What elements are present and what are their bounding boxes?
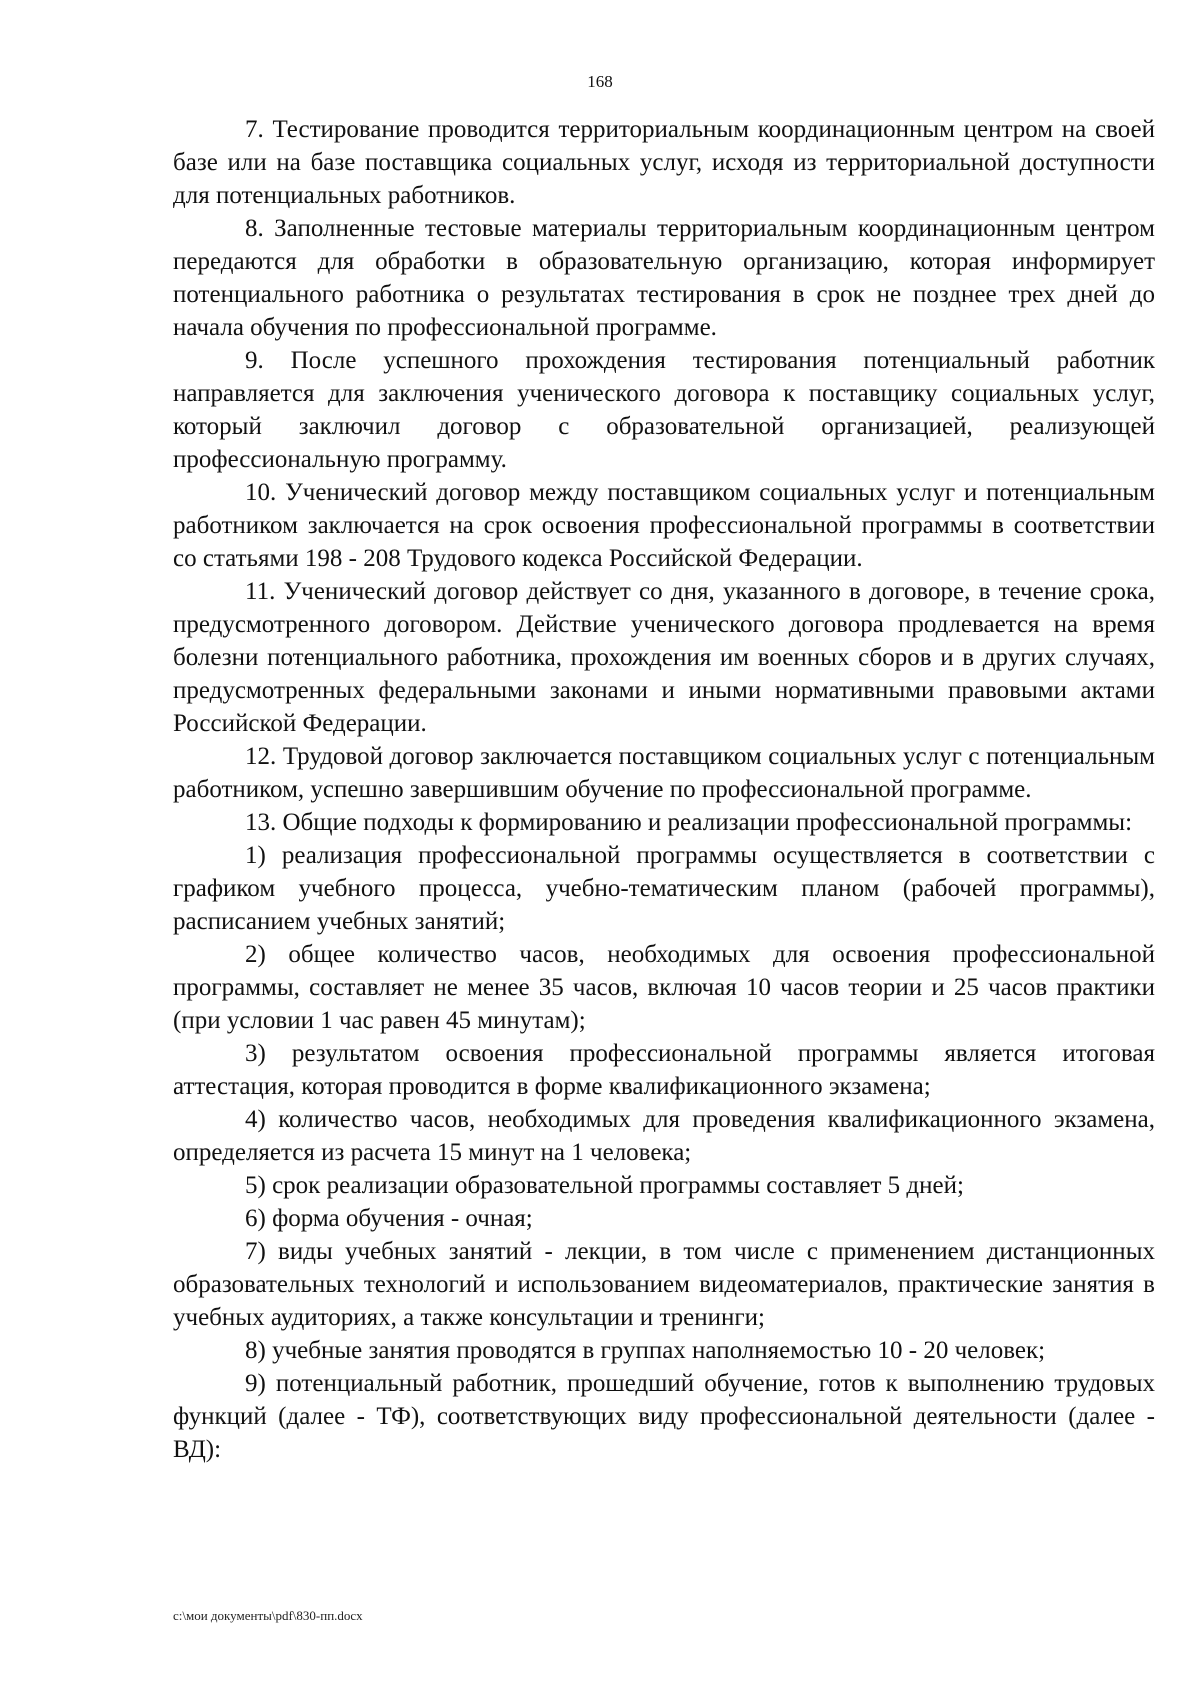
paragraph-11: 11. Ученический договор действует со дня, указанного в договоре, в течение срока, предусмотренного договором. Действие ученического договора продлевается на время болезни потенциального работника, прохождения им военных сборов и в других случаях, предусмотренных федеральными законами и иными нормативными правовыми актами Российской Федерации. xyxy=(173,578,1155,737)
paragraph-8: 8. Заполненные тестовые материалы территориальным координационным центром передаются для обработки в образовательную организацию, которая информирует потенциального работника о результатах тестирования в срок не позднее трех дней до начала обучения по профессиональной программе. xyxy=(173,215,1155,341)
paragraph-7: 7. Тестирование проводится территориальным координационным центром на своей базе или на базе поставщика социальных услуг, исходя из территориальной доступности для потенциальных работников. xyxy=(173,116,1155,209)
footer-file-path: c:\мои документы\pdf\830-пп.docx xyxy=(173,1608,363,1623)
list-item-7: 7) виды учебных занятий - лекции, в том числе с применением дистанционных образовательных технологий и использованием видеоматериалов, практические занятия в учебных аудиториях, а также консультации и тренинги; xyxy=(173,1238,1155,1331)
list-item-2: 2) общее количество часов, необходимых для освоения профессиональной программы, составляет не менее 35 часов, включая 10 часов теории и 25 часов практики (при условии 1 час равен 45 минутам); xyxy=(173,941,1155,1034)
paragraph-9: 9. После успешного прохождения тестирования потенциальный работник направляется для заключения ученического договора к поставщику социальных услуг, который заключил договор с образовательной организацией, реализующей профессиональную программу. xyxy=(173,347,1155,473)
paragraph-13: 13. Общие подходы к формированию и реализации профессиональной программы: xyxy=(245,809,1133,836)
list-item-1: 1) реализация профессиональной программы осуществляется в соответствии с графиком учебного процесса, учебно-тематическим планом (рабочей программы), расписанием учебных занятий; xyxy=(173,842,1155,935)
paragraph-12: 12. Трудовой договор заключается поставщиком социальных услуг с потенциальным работником, успешно завершившим обучение по профессиональной программе. xyxy=(173,743,1155,803)
list-item-3: 3) результатом освоения профессиональной программы является итоговая аттестация, которая проводится в форме квалификационного экзамена; xyxy=(173,1040,1155,1100)
list-item-6: 6) форма обучения - очная; xyxy=(245,1205,533,1232)
paragraph-10: 10. Ученический договор между поставщиком социальных услуг и потенциальным работником заключается на срок освоения профессиональной программы в соответствии со статьями 198 - 208 Трудового кодекса Российской Федерации. xyxy=(173,479,1155,572)
list-item-4: 4) количество часов, необходимых для проведения квалификационного экзамена, определяется из расчета 15 минут на 1 человека; xyxy=(173,1106,1155,1166)
list-item-8: 8) учебные занятия проводятся в группах наполняемостью 10 - 20 человек; xyxy=(245,1337,1046,1364)
list-item-5: 5) срок реализации образовательной программы составляет 5 дней; xyxy=(245,1172,964,1199)
page-number: 168 xyxy=(587,72,613,91)
list-item-9: 9) потенциальный работник, прошедший обучение, готов к выполнению трудовых функций (далее - ТФ), соответствующих виду профессиональной деятельности (далее - ВД): xyxy=(173,1370,1155,1463)
document-body xyxy=(173,113,1155,1466)
